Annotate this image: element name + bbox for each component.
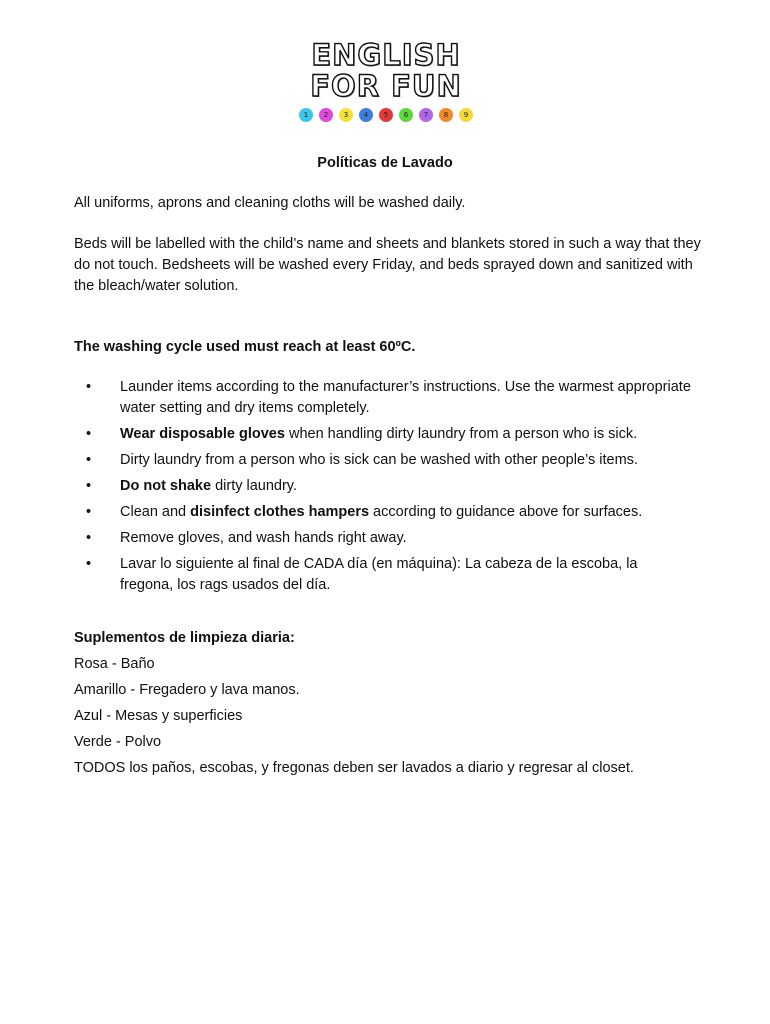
supplement-line: Verde - Polvo [74, 734, 162, 750]
logo-dot: 3 [339, 108, 353, 122]
logo-dot: 9 [459, 108, 473, 122]
item-text: according to guidance above for surfaces. [369, 504, 643, 520]
supplement-line: Amarillo - Fregadero y lava manos. [74, 682, 300, 698]
list-item [74, 476, 694, 497]
item-bold-text: Wear disposable gloves [120, 426, 285, 442]
daily-cleaning-supplements [74, 628, 714, 784]
supplements-heading: Suplementos de limpieza diaria: [74, 630, 295, 646]
item-text: Clean and [120, 504, 191, 520]
logo-line-2: FOR FUN [310, 69, 462, 103]
item-text: Remove gloves, and wash hands right away. [120, 530, 407, 546]
logo-dot: 6 [399, 108, 413, 122]
bullet-icon: • [86, 530, 92, 546]
list-item [74, 554, 694, 596]
item-bold-text: disinfect clothes hampers [190, 504, 370, 520]
logo-dot: 5 [379, 108, 393, 122]
laundry-instructions-list [74, 377, 694, 601]
washing-cycle-heading: The washing cycle used must reach at least 60ºC. [74, 339, 416, 355]
beds-paragraph: Beds will be labelled with the child’s name and sheets and blankets stored in such a way that they do not touch. Bedsheets will be washed every Friday, and beds sprayed down and sanitized with the bleach/water solution. [74, 236, 701, 294]
list-item [74, 528, 694, 549]
page-title: Políticas de Lavado [317, 155, 453, 171]
logo-dot: 8 [439, 108, 453, 122]
bullet-icon: • [86, 452, 92, 468]
list-item [74, 450, 694, 471]
logo-dot: 1 [299, 108, 313, 122]
supplement-line: Azul - Mesas y superficies [74, 708, 243, 724]
list-item [74, 502, 694, 523]
item-text: Dirty laundry from a person who is sick can be washed with other people’s items. [120, 452, 638, 468]
bullet-icon: • [86, 556, 92, 572]
bullet-icon: • [86, 426, 92, 442]
logo-dot: 4 [359, 108, 373, 122]
bullet-icon: • [86, 504, 92, 520]
item-text: Lavar lo siguiente al final de CADA día (en máquina): La cabeza de la escoba, la fregona, los rags usados del día. [120, 556, 638, 593]
item-text: when handling dirty laundry from a person who is sick. [284, 426, 638, 442]
list-item [74, 424, 694, 445]
logo-dot: 2 [319, 108, 333, 122]
logo-dot: 7 [419, 108, 433, 122]
supplement-line: Rosa - Baño [74, 656, 155, 672]
bullet-icon: • [86, 379, 92, 395]
supplement-line: TODOS los paños, escobas, y fregonas deben ser lavados a diario y regresar al closet. [74, 760, 634, 776]
list-item [74, 377, 694, 419]
item-text: Launder items according to the manufacturer’s instructions. Use the warmest appropriate water setting and dry items completely. [120, 379, 691, 416]
logo-line-1: ENGLISH [311, 38, 461, 72]
uniforms-paragraph: All uniforms, aprons and cleaning cloths will be washed daily. [74, 195, 466, 211]
item-bold-text: Do not shake [120, 478, 212, 494]
bullet-icon: • [86, 478, 92, 494]
english-for-fun-logo [290, 40, 482, 126]
logo-dots [290, 108, 482, 122]
item-text: dirty laundry. [211, 478, 298, 494]
